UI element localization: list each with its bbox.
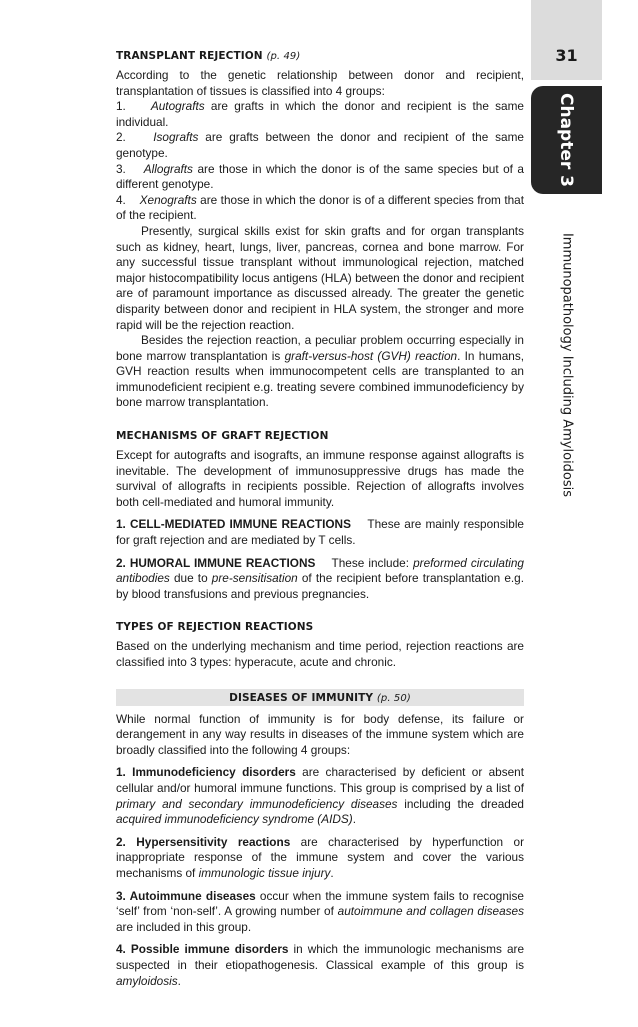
mechanisms-paragraph: Except for autografts and isografts, an immune response against allografts is inevitable. The development of immunosuppressive drugs has made the survival of allografts in recipients possible. Rejection of allografts involves both cell-mediated and humoral immunity. [116,448,524,509]
heading-diseases-of-immunity [116,689,524,706]
possible-immune-disorders-item: 4. Possible immune disorders in which the immunologic mechanisms are suspected in their etiopathogenesis. Classical example of this group is amyloidosis. [116,942,525,988]
humoral-item: 2. HUMORAL IMMUNE REACTIONS These include: preformed circulating antibodies due to pre-sensitisation of the recipient before transplantation e.g. by blood transfusions and previous pregnancies. [116,555,524,601]
immunodeficiency-item: 1. Immunodeficiency disorders are characterised by deficient or absent cellular and/or humoral immune functions. This group is comprised by a list of primary and secondary immunodeficiency diseases including the dreaded acquired immunodeficiency syndrome (AIDS). [116,765,524,827]
heading-transplant-rejection [116,50,524,62]
heading-text: DISEASES OF IMMUNITY [229,691,374,704]
running-side-title: Immunopathology Including Amyloidosis [559,232,575,498]
hypersensitivity-item: 2. Hypersensitivity reactions are characterised by hyperfunction or inappropriate response of the immune system and cover the various mechanisms of immunologic tissue injury. [116,834,524,880]
heading-rejection-types: TYPES OF REJECTION REACTIONS [116,621,314,634]
graft-type-allograft: 3. Allografts are those in which the donor is of the same species but of a different genotype. [116,161,524,192]
gvh-paragraph: Besides the rejection reaction, a peculiar problem occurring especially in bone marrow transplantation is graft-versus-host (GVH) reaction. In humans, GVH reaction results when immunocompetent cells are transplanted to an immunodeficient recipient e.g. treating severe combined immunodeficiency by bone marrow transplantation. [116,333,525,410]
cell-mediated-item: 1. CELL-MEDIATED IMMUNE REACTIONS These are mainly responsible for graft rejection and are mediated by T cells. [116,517,524,548]
page-reference: (p. 50) [376,692,411,704]
graft-type-autograft: 1. Autografts are grafts in which the donor and recipient is the same individual. [116,99,524,129]
page-number-box [531,0,602,80]
page-content [116,50,524,989]
chapter-tab [531,86,602,194]
rejection-types-paragraph: Based on the underlying mechanism and time period, rejection reactions are classified into 3 types: hyperacute, acute and chronic. [116,639,524,669]
heading-mechanisms: MECHANISMS OF GRAFT REJECTION [116,430,329,443]
surgical-skills-paragraph: Presently, surgical skills exist for skin grafts and for organ transplants such as kidney, heart, lungs, liver, pancreas, cornea and bone marrow. For any successful tissue transplant without immunological rejection, matched major histocompatibility locus antigens (HLA) between the donor and recipient are of paramount importance as discussed already. The greater the genetic disparity between donor and recipient in HLA system, the stronger and more rapid will be the rejection reaction. [116,223,524,332]
page-number: 31 [555,46,578,65]
transplant-intro: According to the genetic relationship between donor and recipient, transplantation of tissues is classified into 4 groups: [116,68,524,98]
diseases-intro: While normal function of immunity is for body defense, its failure or derangement in any way results in diseases of the immune system which are broadly classified into the following 4 groups: [116,711,524,757]
page-reference: (p. 49) [266,51,301,62]
autoimmune-item: 3. Autoimmune diseases occur when the immune system fails to recognise ‘self’ from ‘non-self’. A growing number of autoimmune and collagen diseases are included in this group. [116,888,524,934]
graft-type-isograft: 2. Isografts are grafts between the donor and recipient of the same genotype. [116,130,524,160]
graft-type-xenograft: 4. Xenografts are those in which the donor is of a different species from that of the recipient. [116,192,524,223]
chapter-sidebar [531,0,602,1027]
chapter-label: Chapter 3 [556,92,576,188]
heading-text: TRANSPLANT REJECTION [116,50,263,62]
